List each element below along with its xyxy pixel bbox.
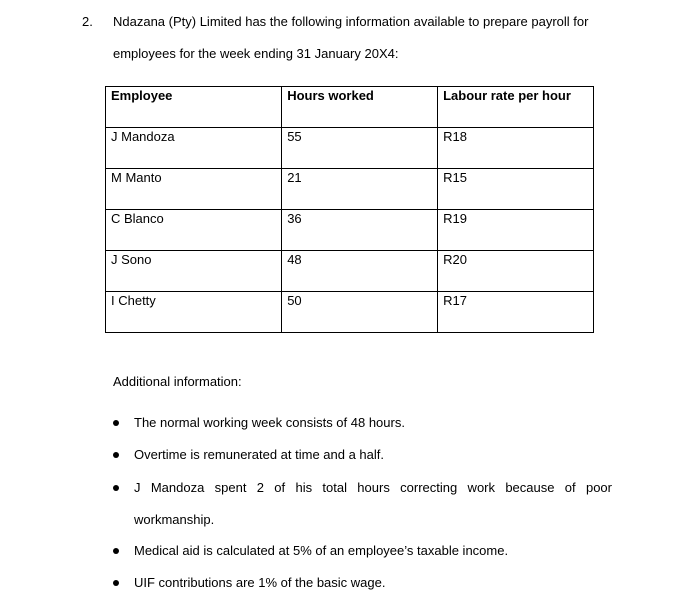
employee-cell: I Chetty	[106, 292, 282, 333]
rate-cell: R17	[438, 292, 594, 333]
bullet-text: UIF contributions are 1% of the basic wage.	[134, 575, 386, 590]
bullet-icon	[113, 452, 119, 458]
table-row	[106, 210, 594, 251]
table-row	[106, 292, 594, 333]
bullet-icon	[113, 548, 119, 554]
header-employee: Employee	[106, 87, 282, 128]
table-row	[106, 128, 594, 169]
rate-cell: R19	[438, 210, 594, 251]
hours-cell: 48	[282, 251, 438, 292]
bullet-icon	[113, 485, 119, 491]
hours-cell: 36	[282, 210, 438, 251]
bullet-text: Medical aid is calculated at 5% of an employee’s taxable income.	[134, 543, 509, 558]
rate-cell: R15	[438, 169, 594, 210]
employee-cell: J Sono	[106, 251, 282, 292]
employee-cell: J Mandoza	[106, 128, 282, 169]
bullet-icon	[113, 580, 119, 586]
hours-cell: 50	[282, 292, 438, 333]
bullet-text-continuation: workmanship.	[134, 512, 215, 527]
table-row	[106, 169, 594, 210]
bullet-text: Overtime is remunerated at time and a half.	[134, 447, 385, 462]
hours-cell: 55	[282, 128, 438, 169]
header-hours-worked: Hours worked	[282, 87, 438, 128]
question-number: 2.	[82, 14, 93, 29]
employee-cell: C Blanco	[106, 210, 282, 251]
payroll-table	[105, 86, 594, 333]
rate-cell: R18	[438, 128, 594, 169]
hours-cell: 21	[282, 169, 438, 210]
bullet-text: J Mandoza spent 2 of his total hours correcting work because of poor	[134, 480, 612, 495]
bullet-text: The normal working week consists of 48 hours.	[134, 415, 405, 430]
table-header-row	[106, 87, 594, 128]
additional-info-heading: Additional information:	[113, 374, 242, 389]
bullet-icon	[113, 420, 119, 426]
question-intro-line-1: Ndazana (Pty) Limited has the following information available to prepare payroll for	[113, 14, 589, 29]
table-row	[106, 251, 594, 292]
employee-cell: M Manto	[106, 169, 282, 210]
header-labour-rate: Labour rate per hour	[438, 87, 594, 128]
rate-cell: R20	[438, 251, 594, 292]
question-intro-line-2: employees for the week ending 31 January 20X4:	[113, 46, 399, 61]
